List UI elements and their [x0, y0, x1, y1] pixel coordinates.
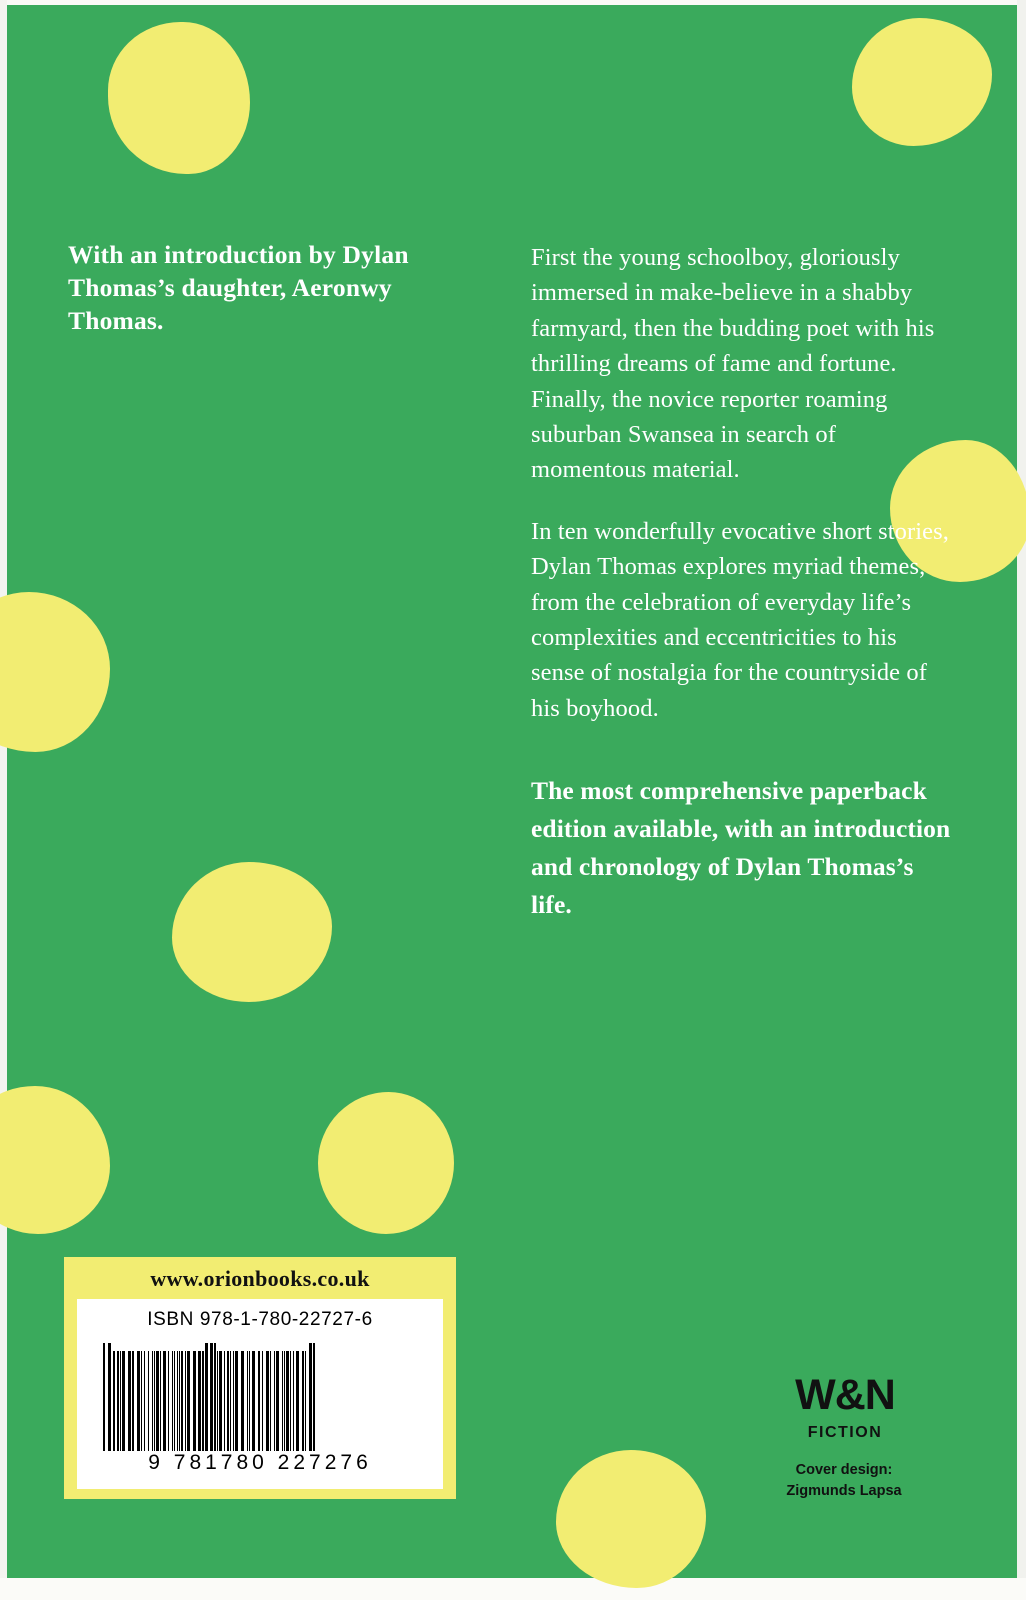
introduction-note: With an introduction by Dylan Thomas’s daughter, Aeronwy Thomas. [68, 240, 409, 335]
publisher-website: www.orionbooks.co.uk [150, 1266, 370, 1291]
decorative-blob [172, 862, 332, 1002]
barcode-block [64, 1257, 456, 1499]
cover-design-credit [746, 1460, 942, 1502]
decorative-blob [556, 1450, 706, 1588]
isbn-text: ISBN 978-1-780-22727-6 [147, 1309, 373, 1330]
page-edge-left [0, 0, 7, 1600]
blurb-paragraph-2: In ten wonderfully evocative short stories, Dylan Thomas explores myriad themes, from the celebration of everyday life’s complexities and eccentricities to his sense of nostalgia for the countryside of his boyhood. [531, 517, 949, 722]
decorative-blob [852, 18, 992, 146]
page-edge-bottom [0, 1578, 1026, 1600]
imprint-label: FICTION [807, 1424, 883, 1441]
wn-logo-text: W&N [795, 1371, 895, 1419]
decorative-blob [0, 592, 110, 752]
publisher-logo [750, 1372, 940, 1442]
decorative-blob [108, 22, 250, 174]
cover-design-label: Cover design: [795, 1462, 893, 1478]
barcode-bars [103, 1343, 419, 1451]
blurb-paragraph-3: The most comprehensive paperback edition available, with an introduction and chronology of Dylan Thomas’s life. [531, 776, 951, 920]
blurb-paragraph-1: First the young schoolboy, gloriously immersed in make-believe in a shabby farmyard, then the budding poet with his thrilling dreams of fame and fortune. Finally, the novice reporter roaming suburban Swansea in search of momentous material. [531, 244, 935, 484]
ean-digits: 9 781780 227276 [148, 1451, 372, 1474]
decorative-blob [0, 1086, 110, 1234]
page-edge-top [0, 0, 1026, 5]
back-cover-blurb [531, 240, 951, 950]
barcode-area [77, 1299, 443, 1489]
cover-design-name: Zigmunds Lapsa [786, 1483, 902, 1499]
page-edge-right [1017, 0, 1026, 1600]
decorative-blob [318, 1092, 454, 1234]
